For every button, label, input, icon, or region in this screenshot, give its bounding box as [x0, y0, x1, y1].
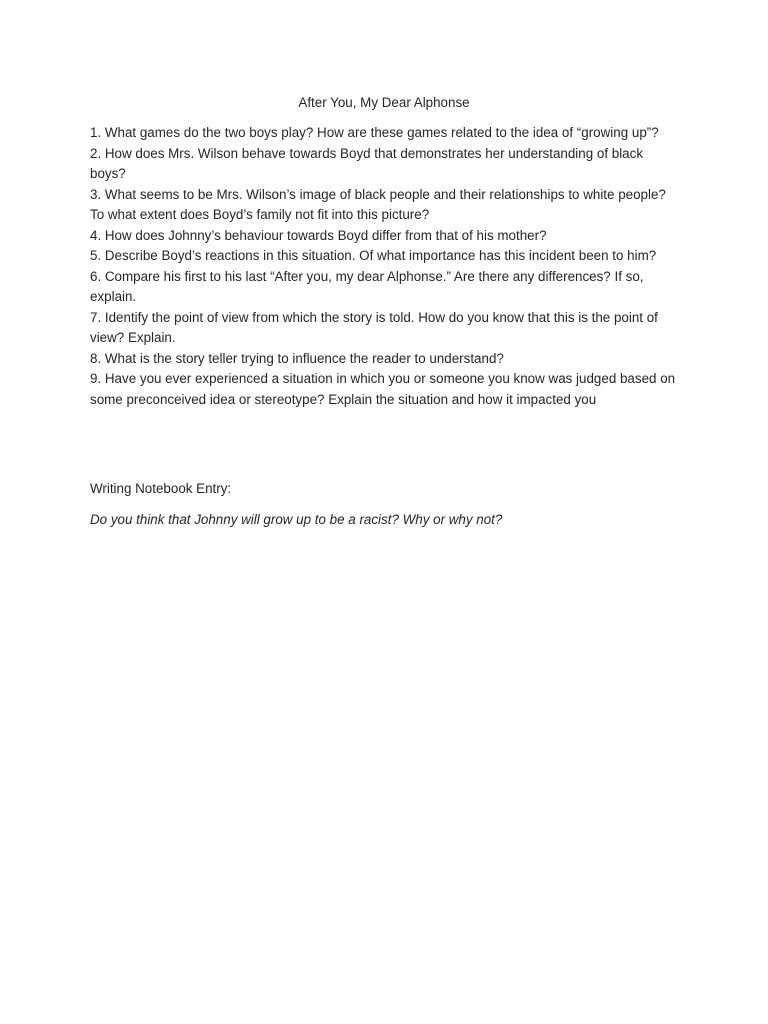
- question-item: 2. How does Mrs. Wilson behave towards Boyd that demonstrates her understanding of black boys?: [90, 145, 644, 181]
- notebook-entry-label: Writing Notebook Entry:: [90, 481, 232, 496]
- question-item: 6. Compare his first to his last “After you, my dear Alphonse.” Are there any differences? If so, explain.: [90, 268, 644, 304]
- question-item: 5. Describe Boyd’s reactions in this situation. Of what importance has this incident been to him?: [90, 248, 657, 263]
- question-item: 3. What seems to be Mrs. Wilson’s image of black people and their relationships to white people? To what extent does Boyd’s family not fit into this picture?: [90, 186, 666, 222]
- question-item: 9. Have you ever experienced a situation in which you or someone you know was judged based on some preconceived idea or stereotype? Explain the situation and how it impacted you: [90, 371, 676, 407]
- question-item: 7. Identify the point of view from which the story is told. How do you know that this is the point of view? Explain.: [90, 309, 658, 345]
- question-item: 1. What games do the two boys play? How are these games related to the idea of “growing up”?: [90, 125, 659, 140]
- notebook-prompt: Do you think that Johnny will grow up to be a racist? Why or why not?: [90, 512, 503, 527]
- question-item: 8. What is the story teller trying to influence the reader to understand?: [90, 350, 504, 366]
- question-item: 4. How does Johnny’s behaviour towards Boyd differ from that of his mother?: [90, 227, 547, 243]
- document-title: After You, My Dear Alphonse: [298, 95, 470, 110]
- question-list: [90, 123, 680, 410]
